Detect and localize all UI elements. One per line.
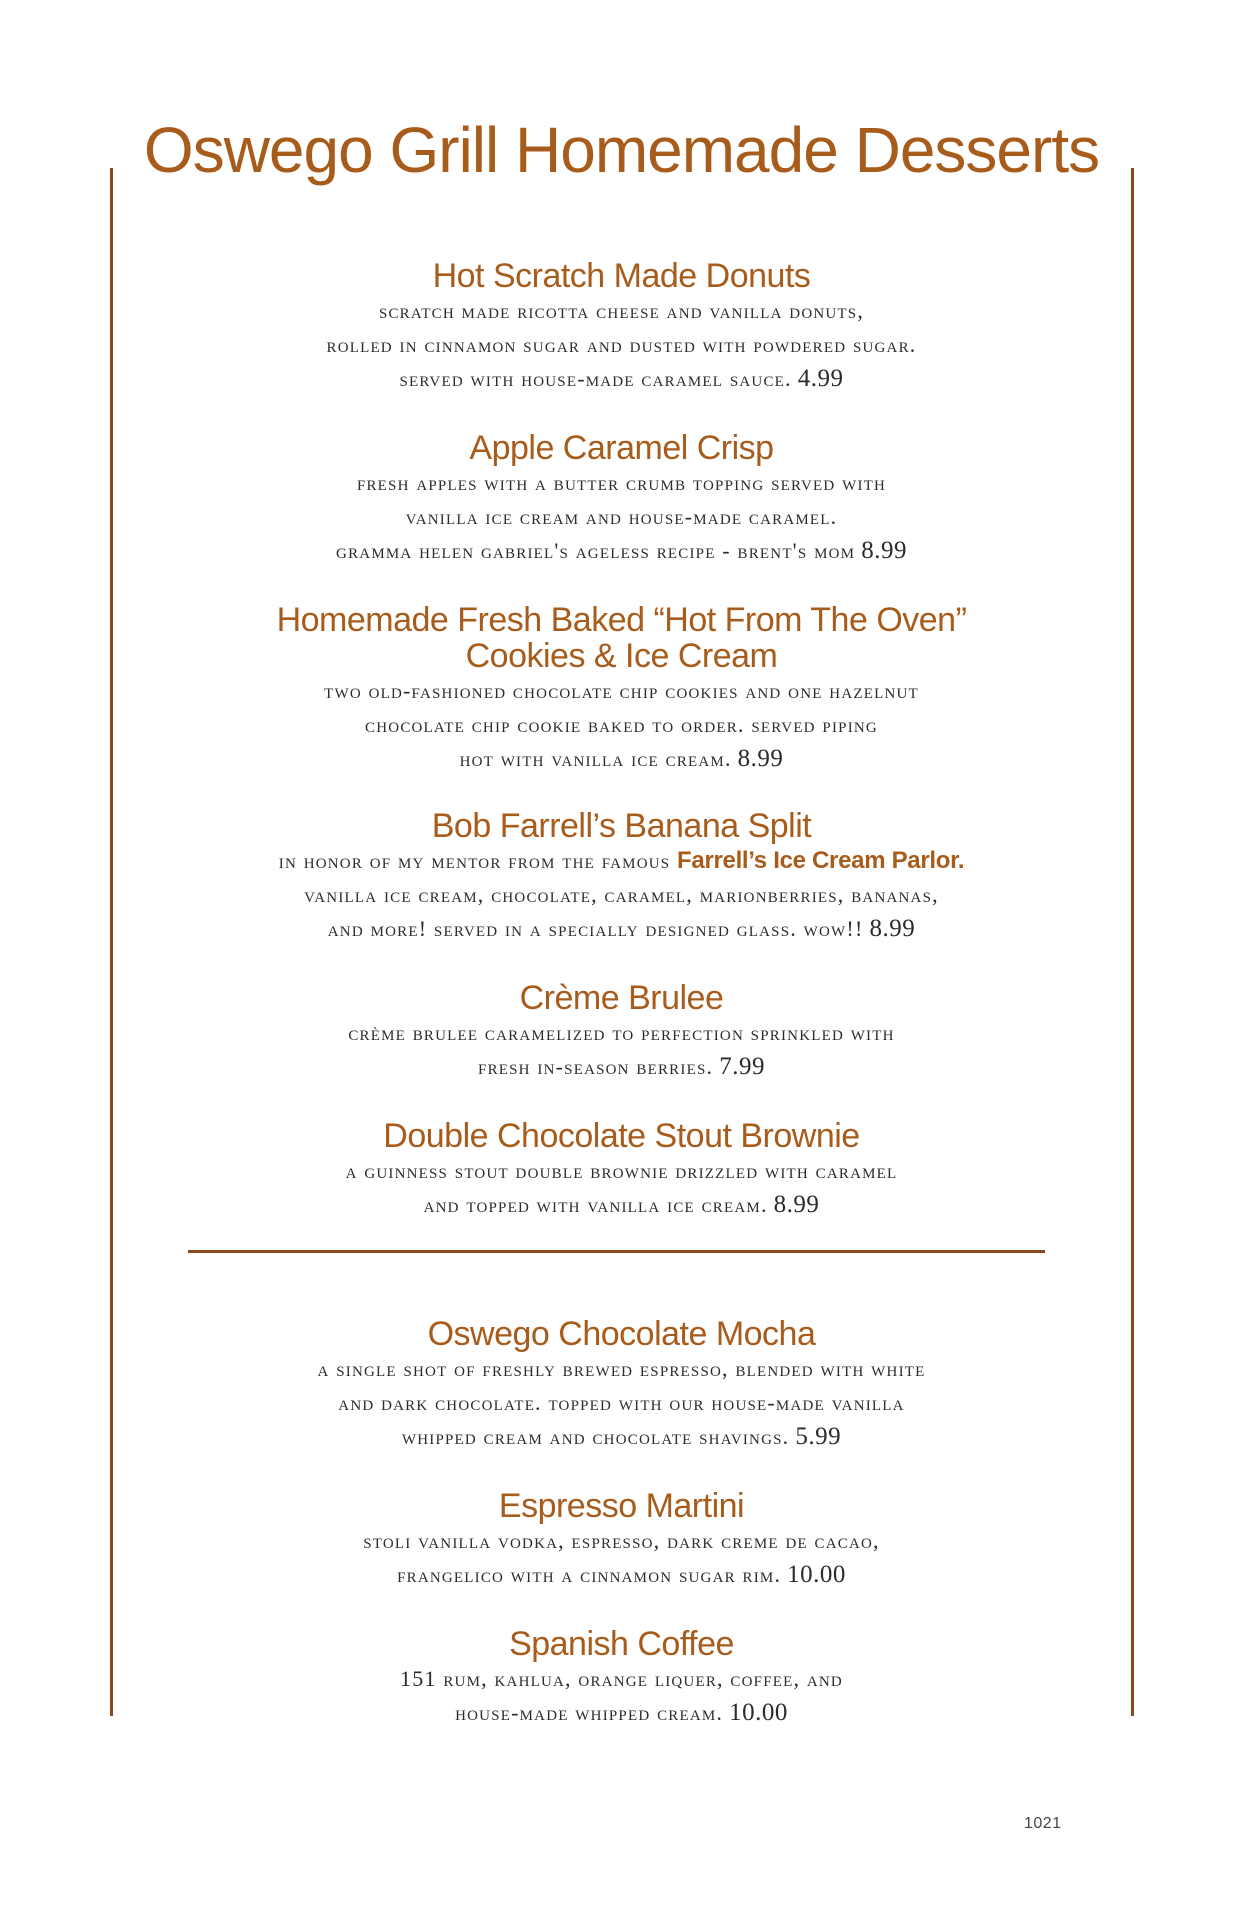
description-line — [0, 844, 1243, 878]
section-divider — [188, 1250, 1045, 1253]
menu-item-donuts — [0, 258, 1243, 396]
item-name: Hot Scratch Made Donuts — [432, 257, 811, 295]
description-line: vanilla ice cream and house-made caramel. — [405, 504, 838, 529]
description-line: two old-fashioned chocolate chip cookies and one hazelnut — [324, 678, 919, 703]
item-price: 5.99 — [795, 1423, 842, 1450]
item-name: Crème Brulee — [519, 979, 724, 1017]
description-line: crème brulee caramelized to perfection sprinkled with — [348, 1020, 895, 1045]
item-price: 7.99 — [719, 1053, 765, 1080]
item-price: 8.99 — [737, 745, 784, 772]
description-line — [0, 912, 1243, 946]
description-line: fresh apples with a butter crumb topping served with — [356, 470, 887, 495]
item-price: 8.99 — [869, 915, 916, 942]
description-line: scratch made ricotta cheese and vanilla donuts, — [378, 298, 865, 323]
description-line — [0, 534, 1243, 568]
menu-item-creme-brulee — [0, 980, 1243, 1084]
item-description — [0, 1352, 1243, 1454]
item-name-line-2: Cookies & Ice Cream — [465, 637, 778, 675]
description-text: frangelico with a cinnamon sugar rim. — [397, 1562, 782, 1587]
item-price: 4.99 — [797, 365, 844, 392]
item-description — [0, 466, 1243, 568]
menu-item-spanish-coffee — [0, 1626, 1243, 1730]
page-number: 1021 — [1024, 1815, 1062, 1832]
item-description — [0, 294, 1243, 396]
menu-item-mocha — [0, 1316, 1243, 1454]
item-name: Bob Farrell’s Banana Split — [431, 807, 812, 845]
description-line — [0, 1420, 1243, 1454]
item-description — [0, 1662, 1243, 1730]
item-price: 10.00 — [787, 1561, 846, 1588]
description-line — [0, 1558, 1243, 1592]
menu-item-cookies — [0, 602, 1243, 776]
item-description — [0, 1154, 1243, 1222]
description-line: vanilla ice cream, chocolate, caramel, marionberries, bananas, — [304, 882, 939, 907]
item-name: Oswego Chocolate Mocha — [427, 1315, 816, 1353]
description-line: a single shot of freshly brewed espresso, blended with white — [317, 1356, 926, 1381]
description-text: in honor of my mentor from the famous — [278, 848, 671, 873]
item-description — [0, 844, 1243, 946]
description-text: fresh in-season berries. — [478, 1054, 714, 1079]
item-name: Spanish Coffee — [509, 1625, 734, 1663]
menu-item-brownie — [0, 1118, 1243, 1222]
description-text: served with house-made caramel sauce. — [399, 366, 792, 391]
description-line: 151 rum, kahlua, orange liquer, coffee, and — [400, 1666, 843, 1691]
menu-item-espresso-martini — [0, 1488, 1243, 1592]
page-title: Oswego Grill Homemade Desserts — [143, 114, 1100, 186]
item-price: 10.00 — [729, 1699, 788, 1726]
item-description — [0, 1016, 1243, 1084]
item-description — [0, 1524, 1243, 1592]
description-text: hot with vanilla ice cream. — [459, 746, 732, 771]
item-name: Double Chocolate Stout Brownie — [383, 1117, 860, 1155]
description-line — [0, 1188, 1243, 1222]
description-line: chocolate chip cookie baked to order. served piping — [365, 712, 878, 737]
description-text: and topped with vanilla ice cream. — [423, 1192, 768, 1217]
menu-item-banana-split — [0, 808, 1243, 946]
description-line — [0, 362, 1243, 396]
item-description — [0, 674, 1243, 776]
description-text: house-made whipped cream. — [455, 1700, 724, 1725]
item-price: 8.99 — [861, 537, 907, 564]
description-line: a guinness stout double brownie drizzled with caramel — [345, 1158, 898, 1183]
description-line — [0, 1696, 1243, 1730]
item-name: Espresso Martini — [498, 1487, 745, 1525]
description-text: whipped cream and chocolate shavings. — [401, 1424, 790, 1449]
description-line — [0, 1050, 1243, 1084]
menu-item-apple-crisp — [0, 430, 1243, 568]
item-price: 8.99 — [773, 1191, 820, 1218]
item-name: Apple Caramel Crisp — [469, 429, 774, 467]
description-text: and more! served in a specially designed glass. wow!! — [327, 916, 864, 941]
description-line: stoli vanilla vodka, espresso, dark creme de cacao, — [363, 1528, 880, 1553]
description-text: gramma helen gabriel's ageless recipe - brent's mom — [336, 538, 856, 563]
farrells-highlight: Farrell’s Ice Cream Parlor. — [677, 847, 965, 874]
description-line: and dark chocolate. topped with our house-made vanilla — [338, 1390, 905, 1415]
description-line: rolled in cinnamon sugar and dusted with powdered sugar. — [326, 332, 917, 357]
description-line — [0, 742, 1243, 776]
item-name: Homemade Fresh Baked “Hot From The Oven” — [276, 601, 967, 639]
